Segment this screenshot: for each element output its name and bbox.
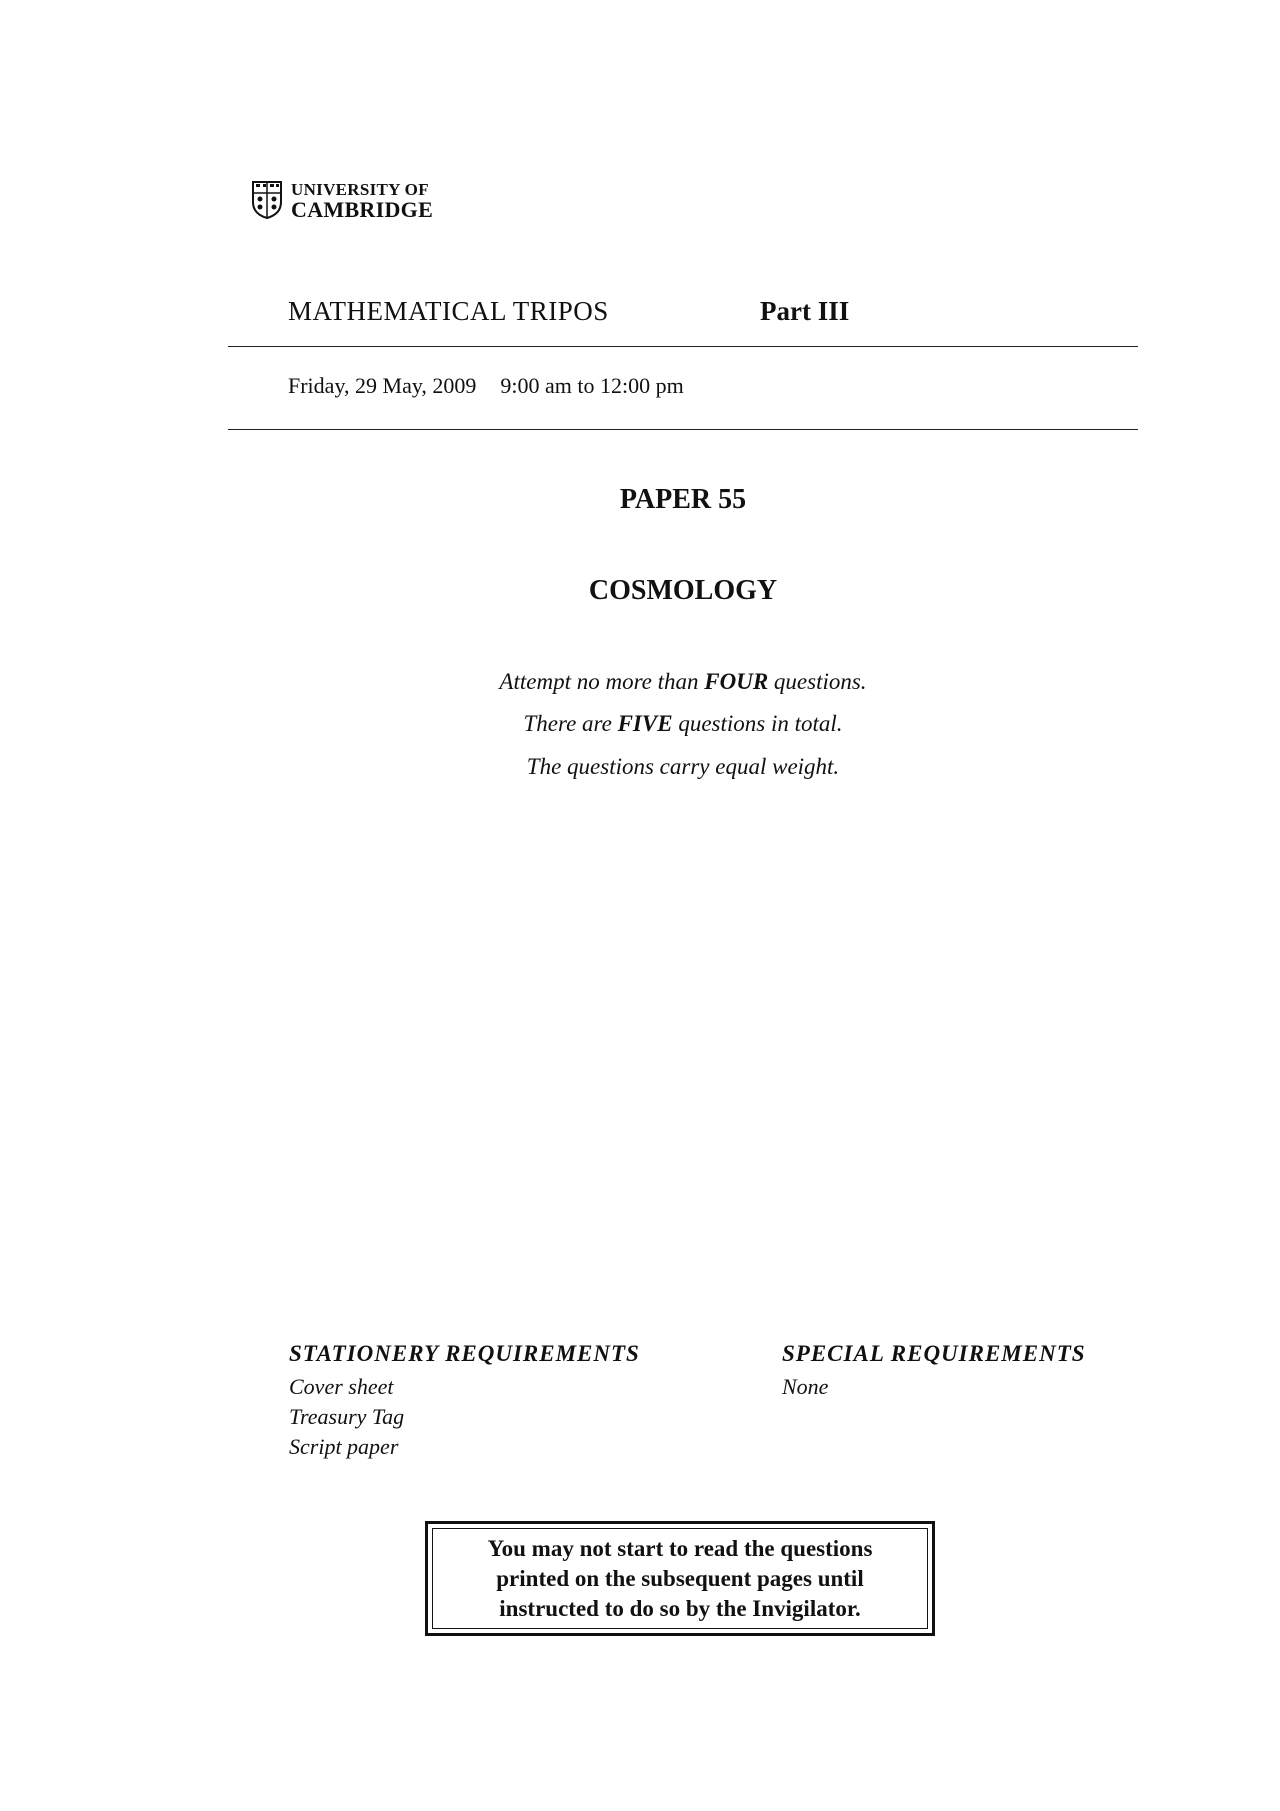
exam-date: Friday, 29 May, 2009: [288, 373, 477, 398]
logo-line-1: UNIVERSITY OF: [291, 180, 429, 199]
instruction-text: There are: [523, 711, 618, 736]
stationery-list: [289, 1372, 404, 1462]
instruction-emphasis: FOUR: [704, 669, 769, 694]
bottom-divider: [228, 429, 1138, 430]
paper-subject: COSMOLOGY: [588, 575, 778, 606]
instruction-attempt: [0, 669, 1280, 695]
list-item: Treasury Tag: [289, 1404, 405, 1429]
exam-time: 9:00 am to 12:00 pm: [500, 373, 684, 398]
instruction-text: Attempt no more than: [499, 669, 705, 694]
notice-line: printed on the subsequent pages until: [496, 1565, 864, 1591]
instruction-text: questions.: [768, 669, 867, 694]
logo-line-2: CAMBRIDGE: [291, 197, 434, 222]
invigilator-notice-box: [425, 1521, 935, 1636]
list-item: Script paper: [289, 1434, 399, 1459]
list-item: None: [782, 1374, 829, 1399]
cambridge-crest-icon: [251, 180, 283, 220]
notice-line: You may not start to read the questions: [487, 1535, 873, 1561]
tripos-title: MATHEMATICAL TRIPOS: [288, 296, 609, 326]
special-heading: SPECIAL REQUIREMENTS: [782, 1341, 1086, 1366]
part-label: Part III: [760, 296, 850, 326]
instruction-weight: The questions carry equal weight.: [526, 754, 840, 779]
paper-number: PAPER 55: [619, 484, 747, 515]
exam-date-time: [288, 373, 684, 399]
list-item: Cover sheet: [289, 1374, 394, 1399]
special-list: [782, 1372, 828, 1402]
instruction-total: [0, 711, 1280, 737]
instruction-text: questions in total.: [672, 711, 843, 736]
university-logo: [251, 180, 433, 220]
instruction-emphasis: FIVE: [617, 711, 673, 736]
stationery-heading: STATIONERY REQUIREMENTS: [289, 1341, 640, 1366]
notice-line: instructed to do so by the Invigilator.: [499, 1595, 861, 1621]
top-divider: [228, 346, 1138, 347]
